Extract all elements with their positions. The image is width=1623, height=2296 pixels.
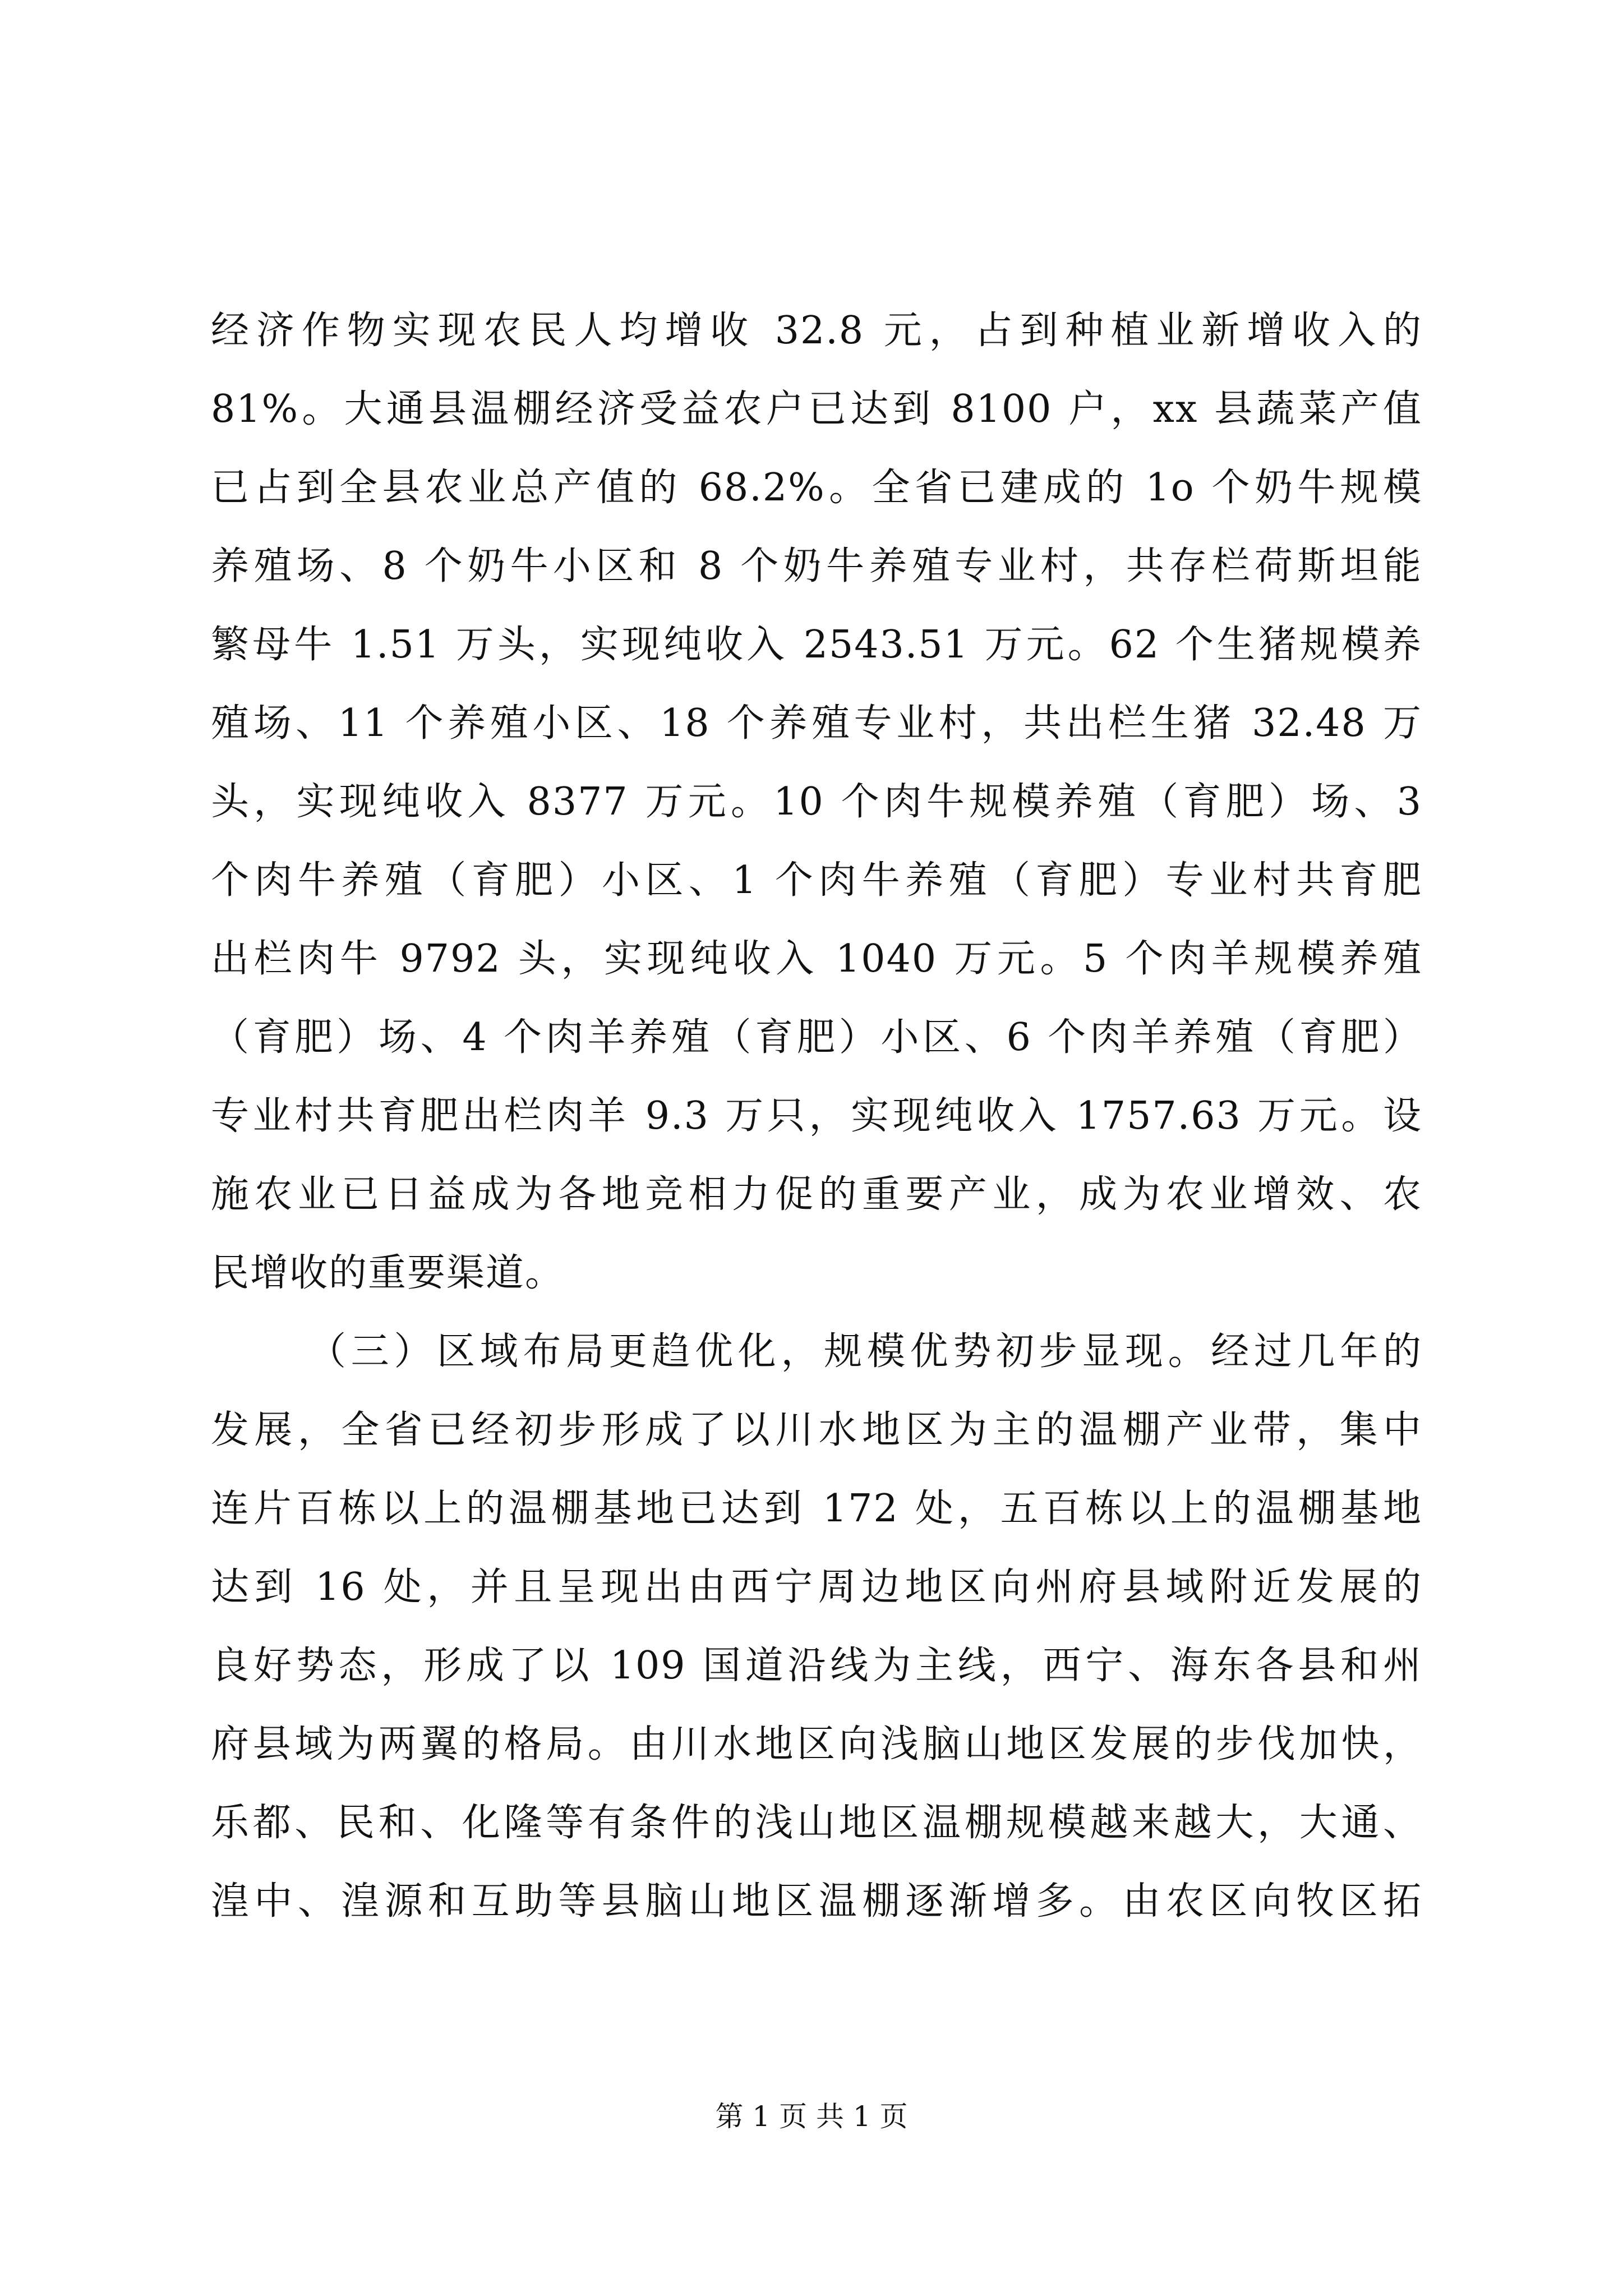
text-line: 81%。大通县温棚经济受益农户已达到 8100 户，xx 县蔬菜产值 [211, 387, 1422, 431]
text-line: 府县域为两翼的格局。由川水地区向浅脑山地区发展的步伐加快， [211, 1722, 1422, 1766]
text-line: 达到 16 处，并且呈现出由西宁周边地区向州府县域附近发展的 [211, 1565, 1422, 1609]
text-line: 专业村共育肥出栏肉羊 9.3 万只，实现纯收入 1757.63 万元。设 [211, 1094, 1422, 1138]
text-line: 湟中、湟源和互助等县脑山地区温棚逐渐增多。由农区向牧区拓 [211, 1879, 1422, 1924]
text-line: （育肥）场、4 个肉羊养殖（育肥）小区、6 个肉羊养殖（育肥） [211, 1015, 1422, 1060]
text-line: 个肉牛养殖（育肥）小区、1 个肉牛养殖（育肥）专业村共育肥 [211, 858, 1422, 903]
text-line: 民增收的重要渠道。 [211, 1251, 565, 1295]
page-footer: 第 1 页 共 1 页 [715, 2100, 908, 2133]
text-line: 乐都、民和、化隆等有条件的浅山地区温棚规模越来越大，大通、 [211, 1801, 1422, 1845]
text-line: 经济作物实现农民人均增收 32.8 元，占到种植业新增收入的 [211, 309, 1422, 353]
text-line: 头，实现纯收入 8377 万元。10 个肉牛规模养殖（育肥）场、3 [211, 780, 1422, 824]
text-line: 已占到全县农业总产值的 68.2%。全省已建成的 1o 个奶牛规模 [211, 466, 1422, 510]
text-line: 殖场、11 个养殖小区、18 个养殖专业村，共出栏生猪 32.48 万 [211, 701, 1422, 746]
text-line: 良好势态，形成了以 109 国道沿线为主线，西宁、海东各县和州 [211, 1644, 1422, 1688]
text-line: 施农业已日益成为各地竞相力促的重要产业，成为农业增效、农 [211, 1172, 1422, 1217]
text-line: 养殖场、8 个奶牛小区和 8 个奶牛养殖专业村，共存栏荷斯坦能 [211, 544, 1422, 588]
text-line: 繁母牛 1.51 万头，实现纯收入 2543.51 万元。62 个生猪规模养 [211, 623, 1422, 667]
text-line: 出栏肉牛 9792 头，实现纯收入 1040 万元。5 个肉羊规模养殖 [211, 937, 1422, 981]
text-line: 连片百栋以上的温棚基地已达到 172 处，五百栋以上的温棚基地 [211, 1487, 1422, 1531]
text-line: 发展，全省已经初步形成了以川水地区为主的温棚产业带，集中 [211, 1408, 1422, 1452]
paragraph-heading-line: （三）区域布局更趋优化，规模优势初步显现。经过几年的 [308, 1329, 1422, 1374]
